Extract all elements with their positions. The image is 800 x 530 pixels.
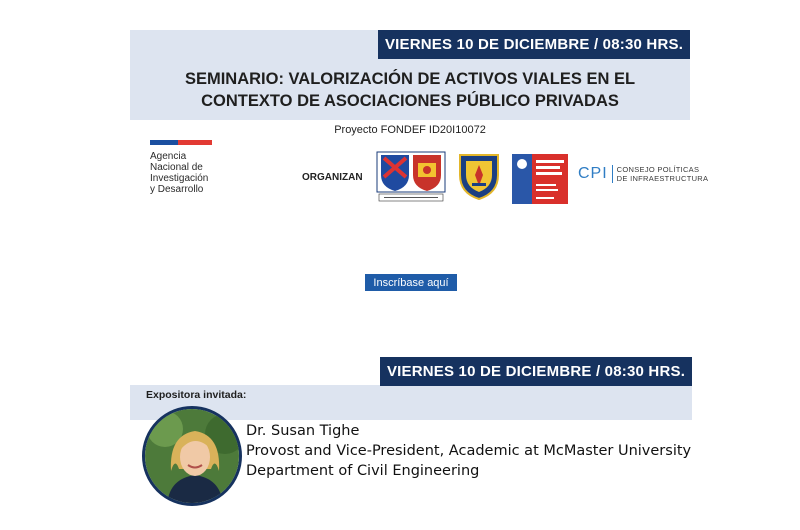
anid-color-bar (150, 140, 212, 145)
cpi-text-line2: DE INFRAESTRUCTURA (616, 174, 709, 183)
udec-crest-logo (376, 151, 446, 203)
speaker-department: Department of Civil Engineering (246, 463, 480, 479)
guest-speaker-label: Expositora invitada: (146, 389, 247, 401)
seminar-title-line2: CONTEXTO DE ASOCIACIONES PÚBLICO PRIVADAS (201, 92, 619, 110)
cpi-text-line1: CONSEJO POLÍTICAS (616, 165, 700, 174)
speaker-photo (142, 406, 242, 506)
cpi-logo (578, 165, 708, 183)
concesiones-logo (512, 154, 568, 204)
anid-text-line1: Agencia (150, 151, 187, 162)
speaker-role: Provost and Vice-President, Academic at McMaster University (246, 443, 692, 459)
seminar-title-line1: SEMINARIO: VALORIZACIÓN DE ACTIVOS VIALES EN EL (184, 70, 636, 88)
speaker-info (246, 421, 691, 481)
university-shield-logo (458, 153, 500, 201)
cpi-abbr: CPI (578, 165, 608, 182)
anid-logo (150, 140, 260, 195)
anid-text-line3: Investigación (150, 173, 209, 184)
project-code: Proyecto FONDEF ID20I10072 (334, 124, 486, 136)
organizers-label: ORGANIZAN (302, 172, 363, 183)
seminar-title (130, 68, 690, 112)
anid-text-line2: Nacional de (150, 162, 203, 173)
event-date-badge: VIERNES 10 DE DICIEMBRE / 08:30 HRS. (378, 30, 690, 59)
speaker-date-badge: VIERNES 10 DE DICIEMBRE / 08:30 HRS. (380, 357, 692, 386)
speaker-name: Dr. Susan Tighe (246, 423, 360, 439)
register-button[interactable]: Inscríbase aquí (365, 274, 457, 291)
anid-text-line4: y Desarrollo (150, 184, 204, 195)
